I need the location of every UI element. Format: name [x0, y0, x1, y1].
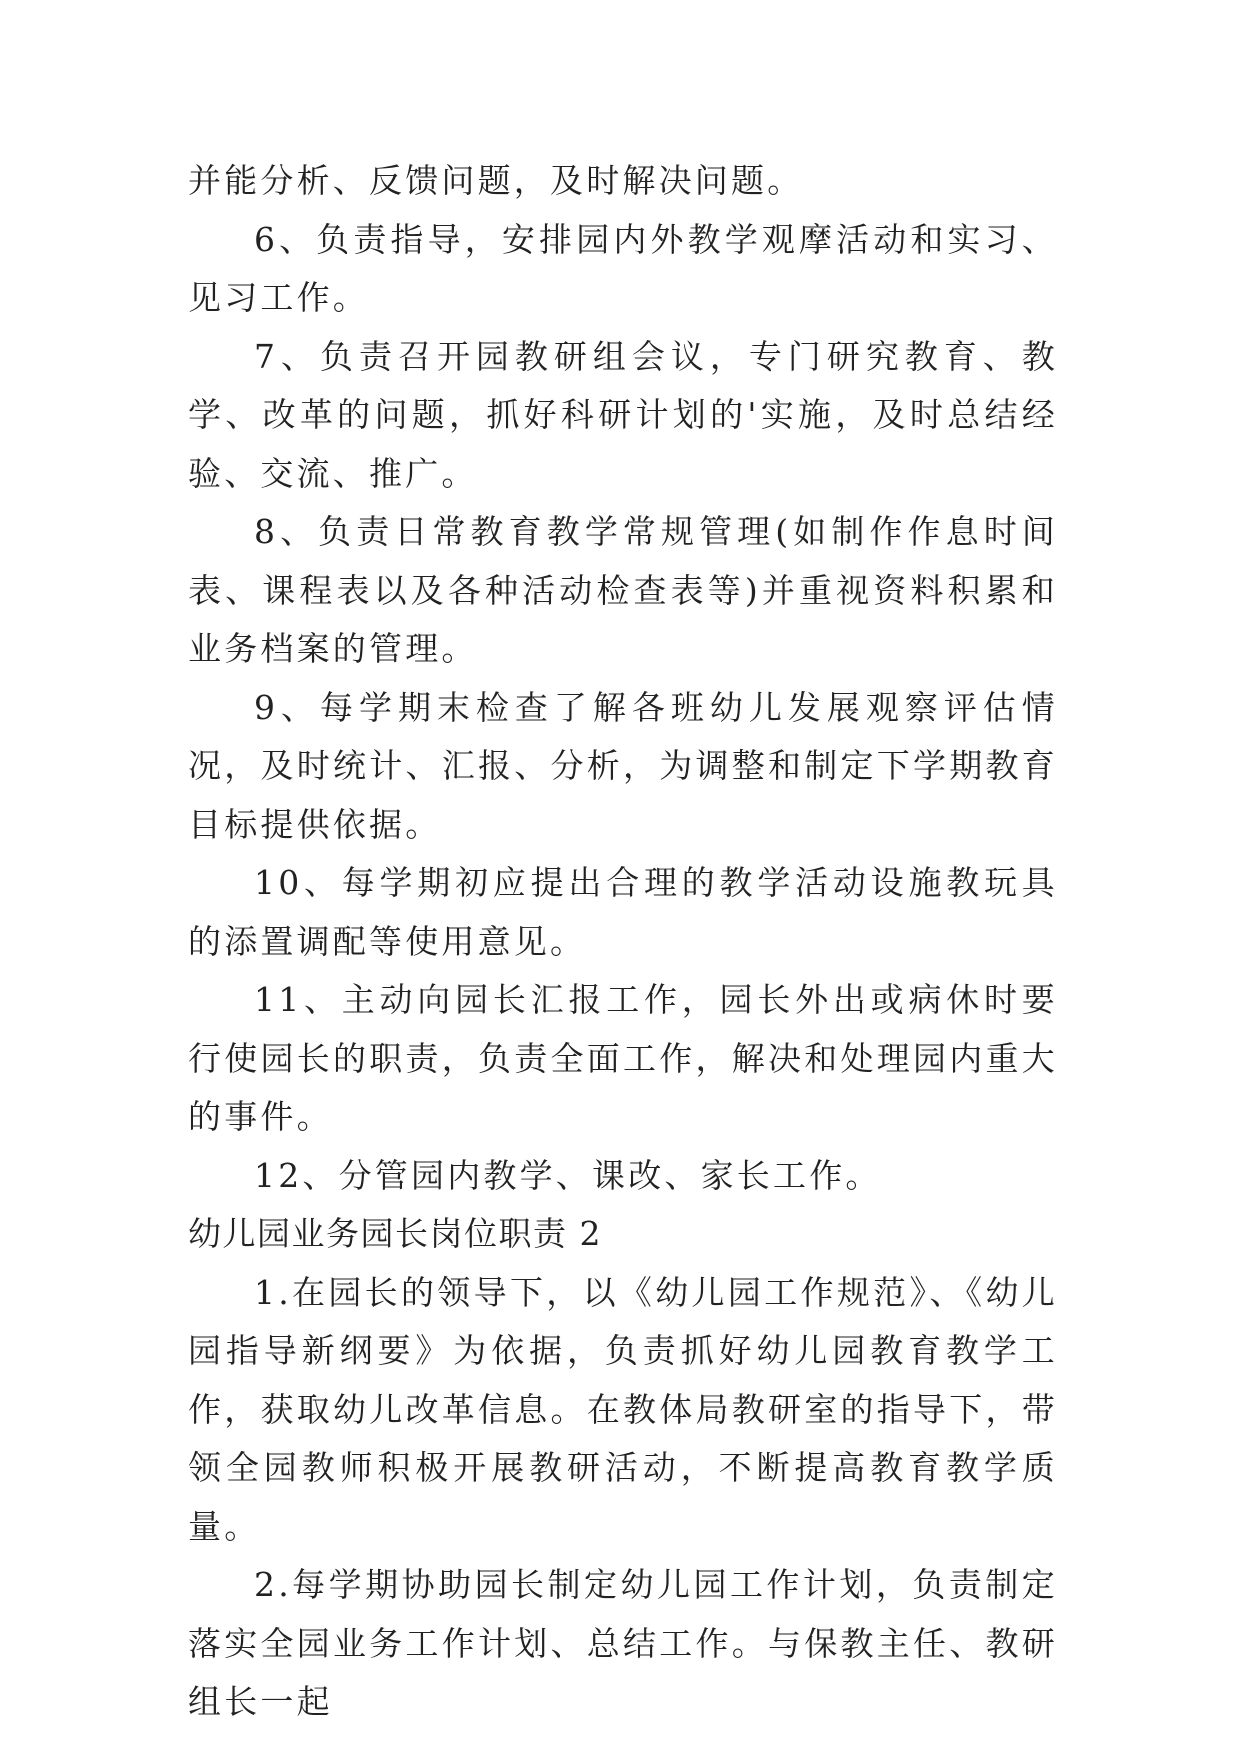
- paragraph-item-8: 8、负责日常教育教学常规管理(如制作作息时间表、课程表以及各种活动检查表等)并重视资料积累和业务档案的管理。: [188, 512, 1058, 668]
- paragraph-item-11: 11、主动向园长汇报工作，园长外出或病休时要行使园长的职责，负责全面工作，解决和处理园内重大的事件。: [188, 980, 1058, 1136]
- paragraph-continuation: 并能分析、反馈问题，及时解决问题。: [188, 161, 804, 200]
- paragraph-item-10: 10、每学期初应提出合理的教学活动设施教玩具的添置调配等使用意见。: [188, 863, 1058, 961]
- document-body: [188, 152, 1058, 1732]
- section-paragraph-2: 2.每学期协助园长制定幼儿园工作计划，负责制定落实全园业务工作计划、总结工作。与保教主任、教研组长一起: [188, 1565, 1058, 1721]
- section-heading: 幼儿园业务园长岗位职责 2: [188, 1214, 602, 1253]
- paragraph-item-12: 12、分管园内教学、课改、家长工作。: [254, 1155, 882, 1195]
- paragraph-item-7: 7、负责召开园教研组会议，专门研究教育、教学、改革的问题，抓好科研计划的'实施，及时总结经验、交流、推广。: [188, 336, 1058, 493]
- paragraph-item-6: 6、负责指导，安排园内外教学观摩活动和实习、见习工作。: [188, 219, 1058, 317]
- section-paragraph-1: 1.在园长的领导下，以《幼儿园工作规范》、《幼儿园指导新纲要》为依据，负责抓好幼儿园教育教学工作，获取幼儿改革信息。在教体局教研室的指导下，带领全园教师积极开展教研活动，不断提高教育教学质量。: [188, 1272, 1058, 1546]
- paragraph-item-9: 9、每学期末检查了解各班幼儿发展观察评估情况，及时统计、汇报、分析，为调整和制定下学期教育目标提供依据。: [188, 687, 1058, 844]
